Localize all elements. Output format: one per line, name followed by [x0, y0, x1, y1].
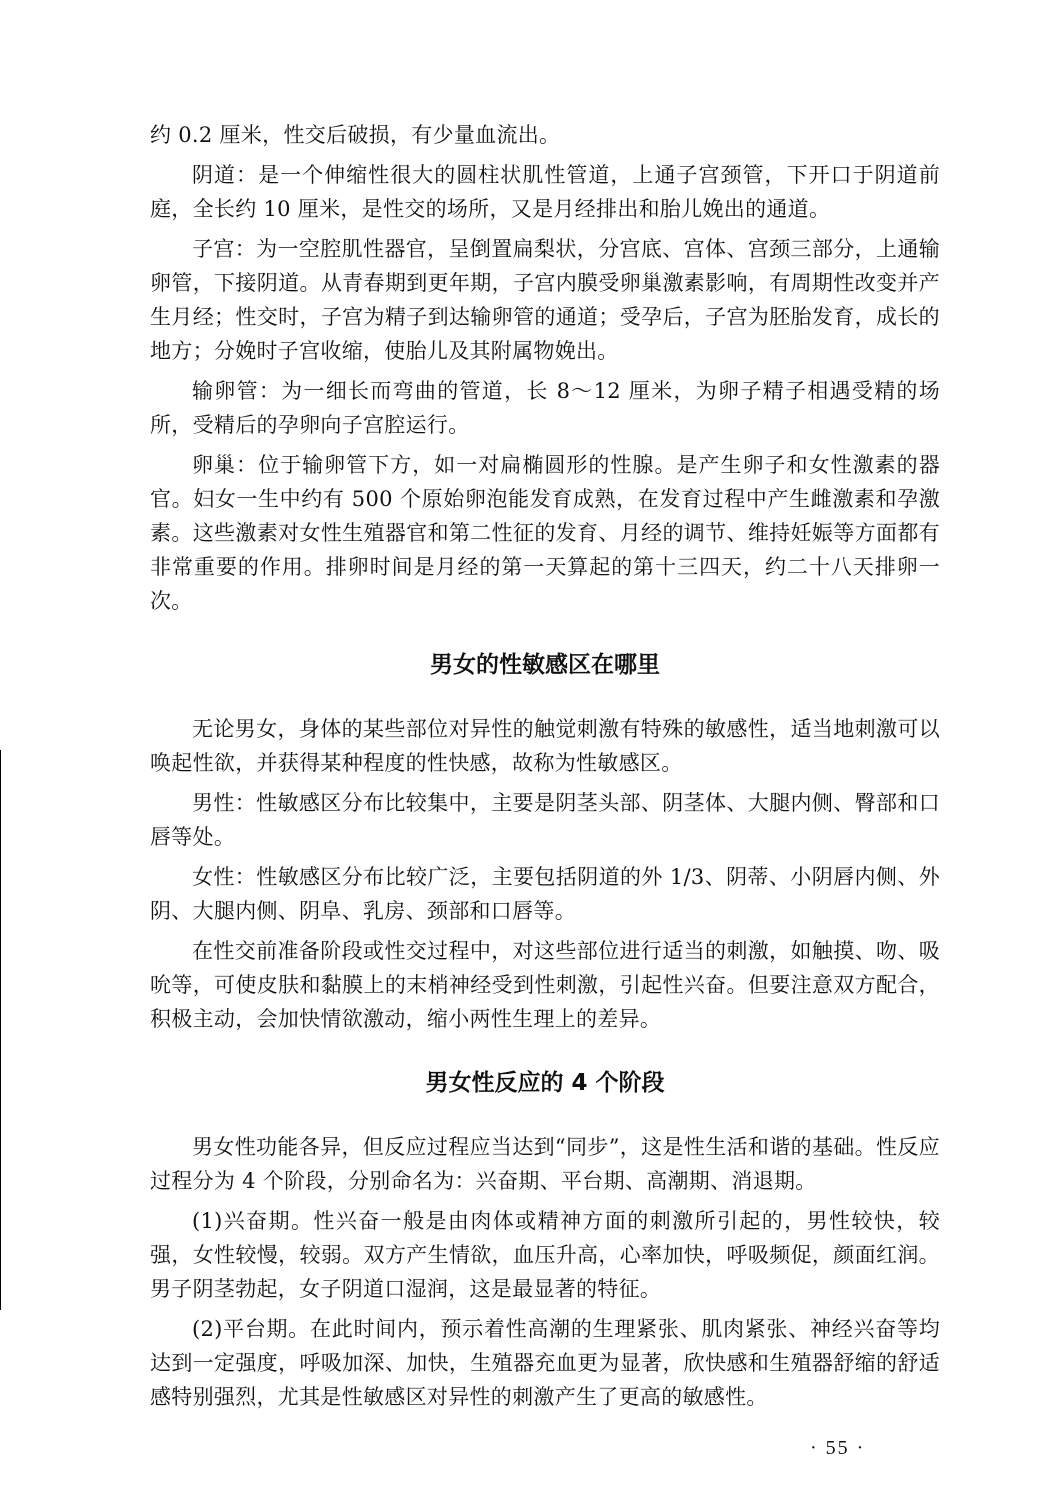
- paragraph: 子宫：为一空腔肌性器官，呈倒置扁梨状，分宫底、宫体、宫颈三部分，上通输卵管，下接阴道。从青春期到更年期，子宫内膜受卵巢激素影响，有周期性改变并产生月经；性交时，子宫为精子到达输卵管的通道；受孕后，子宫为胚胎发育，成长的地方；分娩时子宫收缩，使胎儿及其附属物娩出。: [150, 237, 940, 363]
- paragraph: 阴道：是一个伸缩性很大的圆柱状肌性管道，上通子宫颈管，下开口于阴道前庭，全长约 10 厘米，是性交的场所，又是月经排出和胎儿娩出的通道。: [150, 163, 940, 221]
- paragraph: 男性：性敏感区分布比较集中，主要是阴茎头部、阴茎体、大腿内侧、臀部和口唇等处。: [150, 791, 940, 849]
- paragraph: 女性：性敏感区分布比较广泛，主要包括阴道的外 1/3、阴蒂、小阴唇内侧、外阴、大腿内侧、阴阜、乳房、颈部和口唇等。: [150, 865, 940, 923]
- paragraph: (2)平台期。在此时间内，预示着性高潮的生理紧张、肌肉紧张、神经兴奋等均达到一定强度，呼吸加深、加快，生殖器充血更为显著，欣快感和生殖器舒缩的舒适感特别强烈，尤其是性敏感区对异性的刺激产生了更高的敏感性。: [150, 1317, 940, 1409]
- paragraph: 卵巢：位于输卵管下方，如一对扁椭圆形的性腺。是产生卵子和女性激素的器官。妇女一生中约有 500 个原始卵泡能发育成熟，在发育过程中产生雌激素和孕激素。这些激素对女性生殖器官和第二性征的发育、月经的调节、维持妊娠等方面都有非常重要的作用。排卵时间是月经的第一天算起的第十三四天，约二十八天排卵一次。: [150, 453, 940, 613]
- section-heading: 男女性反应的 4 个阶段: [425, 1070, 665, 1096]
- paragraph: 男女性功能各异，但反应过程应当达到“同步”，这是性生活和谐的基础。性反应过程分为 4 个阶段，分别命名为：兴奋期、平台期、高潮期、消退期。: [150, 1135, 940, 1193]
- paragraph: (1)兴奋期。性兴奋一般是由肉体或精神方面的刺激所引起的，男性较快，较强，女性较慢，较弱。双方产生情欲，血压升高，心率加快，呼吸频促，颜面红润。男子阴茎勃起，女子阴道口湿润，这是最显著的特征。: [150, 1209, 940, 1301]
- paragraph: 在性交前准备阶段或性交过程中，对这些部位进行适当的刺激，如触摸、吻、吸吮等，可使皮肤和黏膜上的末梢神经受到性刺激，引起性兴奋。但要注意双方配合，积极主动，会加快情欲激动，缩小两性生理上的差异。: [150, 939, 940, 1031]
- page-number: · 55 ·: [810, 1437, 866, 1459]
- paragraph: 输卵管：为一细长而弯曲的管道，长 8～12 厘米，为卵子精子相遇受精的场所，受精后的孕卵向子宫腔运行。: [150, 379, 940, 437]
- paragraph: 无论男女，身体的某些部位对异性的触觉刺激有特殊的敏感性，适当地刺激可以唤起性欲，并获得某种程度的性快感，故称为性敏感区。: [150, 717, 940, 775]
- page-content: [150, 118, 940, 1414]
- scan-edge-line: [0, 750, 1, 1310]
- section-heading: 男女的性敏感区在哪里: [430, 652, 660, 678]
- paragraph: 约 0.2 厘米，性交后破损，有少量血流出。: [150, 123, 561, 147]
